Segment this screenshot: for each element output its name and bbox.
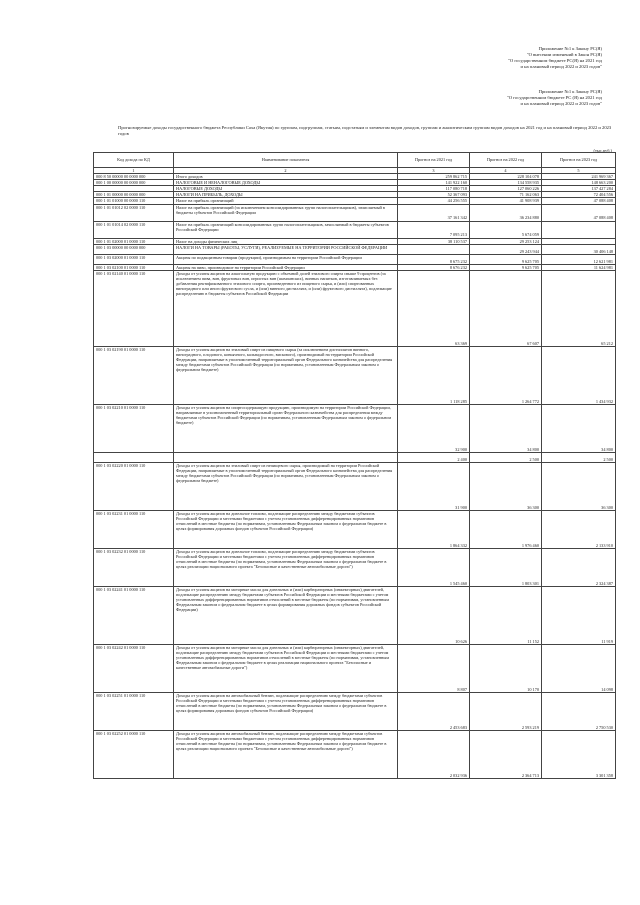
row-name: Доходы от уплаты акцизов на дизельное топливо, подлежащие распределению между бюджетами субъектов Российской Федерации и местными бюджетами с учетом установленных дифференцированных нормативов отчислений в местные бюджеты (по нормативам, установленным Федеральным законом о федеральном бюджете в целях реализации национального проекта "Безопасные и качественные автомобильные дороги") <box>174 548 398 586</box>
row-value-2021: 31 900 <box>398 462 470 510</box>
row-value-2022: 10 170 <box>470 644 542 692</box>
row-name: Налог на доходы физических лиц <box>174 238 398 244</box>
row-value-2023: 2 500 <box>542 452 616 462</box>
table-row <box>94 270 616 346</box>
row-value-2021: 1 864 332 <box>398 510 470 548</box>
row-value-2023: 3 301 358 <box>542 730 616 778</box>
row-name: Доходы от уплаты акцизов на моторные масла для дизельных и (или) карбюраторных (инжекторных) двигателей, подлежащие распределению между бюджетами субъектов Российской Федерации и местными бюджетами с учетом установленных дифференцированных нормативов отчислений в местные бюджеты (по нормативам, установленным Федеральным законом о федеральном бюджете в целях формирования дорожных фондов субъектов Российской Федерации) <box>174 586 398 644</box>
appendix-header-line: "О внесении изменений в Закон РС(Я) <box>526 52 602 57</box>
row-value-2022: 34 800 <box>470 404 542 452</box>
table-row <box>94 510 616 548</box>
row-value-2023: 14 098 <box>542 644 616 692</box>
row-name: Доходы от уплаты акцизов на дизельное топливо, подлежащие распределению между бюджетами субъектов Российской Федерации и местными бюджетами с учетом установленных дифференцированных нормативов отчислений в местные бюджеты (по нормативам, установленным Федеральным законом о федеральном бюджете в целях формирования дорожных фондов субъектов Российской Федерации) <box>174 510 398 548</box>
row-value-2023: 30 406 148 <box>542 244 616 254</box>
row-code: 000 1 03 02231 01 0000 110 <box>94 510 174 548</box>
row-name: Итого доходов <box>174 174 398 180</box>
row-value-2021: 10 626 <box>398 586 470 644</box>
row-value-2022: 1 803 301 <box>470 548 542 586</box>
row-value-2023: 137 427 284 <box>542 186 616 192</box>
column-index: 5 <box>542 168 616 174</box>
column-index: 2 <box>174 168 398 174</box>
row-code: 000 1 03 02000 01 0000 110 <box>94 254 174 264</box>
row-code: 000 1 01 01012 02 0000 110 <box>94 204 174 221</box>
row-code: 000 1 03 02241 01 0000 110 <box>94 586 174 644</box>
table-row <box>94 462 616 510</box>
row-value-2023: 241 969 367 <box>542 174 616 180</box>
row-value-2022: 11 152 <box>470 586 542 644</box>
row-value-2023: 148 663 200 <box>542 180 616 186</box>
row-value-2022: 67 607 <box>470 270 542 346</box>
row-value-2021: 44 256 555 <box>398 198 470 204</box>
row-code: 000 1 03 02190 01 0000 110 <box>94 346 174 404</box>
row-value-2022: 2 500 <box>470 452 542 462</box>
row-value-2022: 1 264 772 <box>470 346 542 404</box>
row-name: Акцизы на пиво, производимое на территории Российской Федерации <box>174 264 398 270</box>
row-code: 000 1 01 01014 02 0000 110 <box>94 221 174 238</box>
row-name: Доходы от уплаты акцизов на спиртосодержащую продукцию, производимую на территории Российской Федерации, направляемые в уполномоченный территориальный орган Федерального казначейства для распределения между бюджетами субъектов Российской Федерации (по нормативам, установленным Федеральным законом о федеральном бюджете) <box>174 404 398 452</box>
row-code: 000 1 03 02140 01 0000 110 <box>94 270 174 346</box>
row-value-2023: 1 434 932 <box>542 346 616 404</box>
row-value-2021: 37 161 342 <box>398 204 470 221</box>
appendix-header-line: Приложение №1 к Закону РС(Я) <box>538 89 602 94</box>
row-value-2021: 1 118 285 <box>398 346 470 404</box>
table-row <box>94 586 616 644</box>
row-value-2021 <box>398 244 470 254</box>
row-value-2023: 72 404 556 <box>542 192 616 198</box>
row-name: Доходы от уплаты акцизов на этиловый спирт из пищевого сырья (за исключением дистиллятов винного, виноградного, плодового, коньячного, кальвадосного, вискового), производимый на территории Российской Федерации, направляемые в уполномоченный территориальный орган Федерального казначейства для распределения между бюджетами субъектов Российской Федерации (по нормативам, установленным Федеральным законом о федеральном бюджете) <box>174 346 398 404</box>
row-value-2023 <box>542 221 616 238</box>
row-name: Доходы от уплаты акцизов на моторные масла для дизельных и (или) карбюраторных (инжекторных) двигателей, подлежащие распределению между бюджетами субъектов Российской Федерации и местными бюджетами с учетом установленных дифференцированных нормативов отчислений в местные бюджеты (по нормативам, установленным Федеральным законом о федеральном бюджете в целях реализации национального проекта "Безопасные и качественные автомобильные дороги") <box>174 644 398 692</box>
table-header-row <box>94 153 616 168</box>
column-header: Прогноз на 2023 год <box>542 153 616 168</box>
row-code: 000 1 01 00000 00 0000 000 <box>94 192 174 198</box>
row-name: Доходы от уплаты акцизов на автомобильный бензин, подлежащие распределению между бюджетами субъектов Российской Федерации и местными бюджетами с учетом установленных дифференцированных нормативов отчислений в местные бюджеты (по нормативам, установленным Федеральным законом о федеральном бюджете в целях реализации национального проекта "Безопасные и качественные автомобильные дороги") <box>174 730 398 778</box>
row-value-2022: 228 104 078 <box>470 174 542 180</box>
table-row <box>94 644 616 692</box>
row-code: 000 1 03 02210 01 0000 110 <box>94 404 174 452</box>
row-name: НАЛОГОВЫЕ ДОХОДЫ <box>174 186 398 192</box>
row-code: 000 1 01 02000 01 0000 110 <box>94 238 174 244</box>
column-index: 3 <box>398 168 470 174</box>
row-name: Налог на прибыль организаций консолидированных групп налогоплательщиков, зачисляемый в бюджеты субъектов Российской Федерации <box>174 221 398 238</box>
column-header: Прогноз на 2021 год <box>398 153 470 168</box>
row-value-2021: 8 675 232 <box>398 254 470 264</box>
row-value-2023: 2 324 387 <box>542 548 616 586</box>
row-value-2022: 134 558 935 <box>470 180 542 186</box>
row-name: Доходы от уплаты акцизов на алкогольную продукцию с объемной долей этилового спирта свыше 9 процентов (за исключением пива, вин, фруктовых вин, игристых вин (шампанских), винных напитков, изготавливаемых без добавления ректификованного этилового спирта, произведенного из пищевого сырья, и (или) спиртованных виноградного или иного фруктового сусла, и (или) винного дистиллята, и (или) фруктового дистиллята), подлежащие распределению в бюджеты субъектов Российской Федерации <box>174 270 398 346</box>
row-code: 000 1 03 02242 01 0000 110 <box>94 644 174 692</box>
row-name: Доходы от уплаты акцизов на автомобильный бензин, подлежащие распределению между бюджетами субъектов Российской Федерации и местными бюджетами с учетом установленных дифференцированных нормативов отчислений в местные бюджеты (по нормативам, установленным Федеральным законом о федеральном бюджете в целях формирования дорожных фондов субъектов Российской Федерации) <box>174 692 398 730</box>
row-value-2023: 36 300 <box>542 462 616 510</box>
row-value-2022: 5 674 059 <box>470 221 542 238</box>
revenue-table <box>93 152 616 779</box>
row-code: 000 1 01 01000 00 0000 110 <box>94 198 174 204</box>
row-value-2021: 259 862 715 <box>398 174 470 180</box>
table-row <box>94 404 616 452</box>
row-value-2022: 9 625 705 <box>470 264 542 270</box>
row-code: 000 1 03 02251 01 0000 110 <box>94 692 174 730</box>
row-value-2022: 127 060 226 <box>470 186 542 192</box>
row-value-2021: 8 807 <box>398 644 470 692</box>
row-value-2021: 2 032 936 <box>398 730 470 778</box>
revenue-table-body <box>94 153 616 779</box>
row-value-2021: 32 900 <box>398 404 470 452</box>
row-value-2022: 71 162 063 <box>470 192 542 198</box>
appendix-header-line: и на плановый период 2022 и 2023 годов" <box>520 101 602 106</box>
appendix-header-line: "О государственном бюджете РС (Я) на 2021 год <box>506 95 602 100</box>
row-value-2023: 11 919 <box>542 586 616 644</box>
row-value-2023: 34 800 <box>542 404 616 452</box>
row-code: 000 1 03 00000 00 0000 000 <box>94 244 174 254</box>
column-header: Код дохода по КД <box>94 153 174 168</box>
row-value-2021: 8 676 232 <box>398 264 470 270</box>
table-row <box>94 730 616 778</box>
row-value-2021: 2 400 <box>398 452 470 462</box>
row-name: НАЛОГИ НА ТОВАРЫ (РАБОТЫ, УСЛУГИ), РЕАЛИЗУЕМЫЕ НА ТЕРРИТОРИИ РОССИЙСКОЙ ФЕДЕРАЦИИ <box>174 244 398 254</box>
row-code: 000 1 03 02232 01 0000 110 <box>94 548 174 586</box>
row-value-2022: 29 243 944 <box>470 244 542 254</box>
table-row <box>94 548 616 586</box>
row-value-2023: 65 212 <box>542 270 616 346</box>
row-code: 000 1 03 02220 01 0000 110 <box>94 462 174 510</box>
row-value-2022: 1 976 460 <box>470 510 542 548</box>
table-row <box>94 244 616 254</box>
row-value-2021: 52 367 093 <box>398 192 470 198</box>
row-value-2022: 2 364 713 <box>470 730 542 778</box>
row-value-2021: 38 110 537 <box>398 238 470 244</box>
row-name: Доходы от уплаты акцизов на этиловый спирт из непищевого сырья, производимый на территории Российской Федерации, направляемые в уполномоченный территориальный орган Федерального казначейства для распределения между бюджетами субъектов Российской Федерации (по нормативам, установленным Федеральным законом о федеральном бюджете) <box>174 462 398 510</box>
row-code: 000 1 03 02252 01 0000 110 <box>94 730 174 778</box>
appendix-header-line: и на плановый период 2022 и 2023 годов" <box>520 64 602 69</box>
row-value-2023: 2 750 530 <box>542 692 616 730</box>
row-value-2022: 41 908 939 <box>470 198 542 204</box>
row-name <box>174 452 398 462</box>
row-value-2023: 47 088 408 <box>542 204 616 221</box>
table-row <box>94 204 616 221</box>
row-value-2022: 36 300 <box>470 462 542 510</box>
row-value-2021: 7 095 213 <box>398 221 470 238</box>
row-code: 000 1 00 00000 00 0000 000 <box>94 180 174 186</box>
row-value-2023: 12 621 981 <box>542 254 616 264</box>
appendix-header-secondary <box>507 89 602 107</box>
row-value-2022: 36 234 880 <box>470 204 542 221</box>
row-name: Акцизы по подакцизным товарам (продукции), производимым на территории Российской Федерации <box>174 254 398 264</box>
column-header: Прогноз на 2022 год <box>470 153 542 168</box>
row-name: Налог на прибыль организаций <box>174 198 398 204</box>
row-value-2021: 117 080 718 <box>398 186 470 192</box>
column-index: 1 <box>94 168 174 174</box>
table-row <box>94 692 616 730</box>
table-row <box>94 221 616 238</box>
row-name: Налог на прибыль организаций (за исключением консолидированных групп налогоплательщиков), зачисляемый в бюджеты субъектов Российской Федерации <box>174 204 398 221</box>
row-code: 000 8 50 00000 00 0000 000 <box>94 174 174 180</box>
row-value-2022: 2 593 219 <box>470 692 542 730</box>
table-row <box>94 254 616 264</box>
row-value-2023: 47 088 408 <box>542 198 616 204</box>
row-value-2021: 2 453 683 <box>398 692 470 730</box>
table-row <box>94 346 616 404</box>
row-value-2021: 141 922 160 <box>398 180 470 186</box>
row-value-2022: 29 253 124 <box>470 238 542 244</box>
appendix-header-line: "О государственном бюджете РС(Я) на 2021 год <box>507 58 602 63</box>
row-name: НАЛОГИ НА ПРИБЫЛЬ, ДОХОДЫ <box>174 192 398 198</box>
row-value-2023: 2 133 910 <box>542 510 616 548</box>
appendix-header-line: Приложение №1 к Закону РС(Я) <box>538 46 602 51</box>
unit-label: (тыс.руб.) <box>593 148 612 153</box>
document-title: Прогнозируемые доходы государственного бюджета Республики Саха (Якутия) по группам, подгруппам, статьям, подстатьям и элементам видов доходов, группам и аналитическим группам видов доходов на 2021 год и на плановый период 2022 и 2023 годов <box>118 125 612 136</box>
row-value-2021: 63 369 <box>398 270 470 346</box>
row-code: 000 1 03 02100 01 0000 110 <box>94 264 174 270</box>
column-index: 4 <box>470 168 542 174</box>
row-value-2021: 1 545 460 <box>398 548 470 586</box>
column-header: Наименование показателя <box>174 153 398 168</box>
appendix-header <box>508 46 602 70</box>
row-value-2022: 9 625 705 <box>470 254 542 264</box>
row-value-2023: 11 624 981 <box>542 264 616 270</box>
row-code <box>94 452 174 462</box>
table-row <box>94 452 616 462</box>
row-name: НАЛОГОВЫЕ И НЕНАЛОГОВЫЕ ДОХОДЫ <box>174 180 398 186</box>
